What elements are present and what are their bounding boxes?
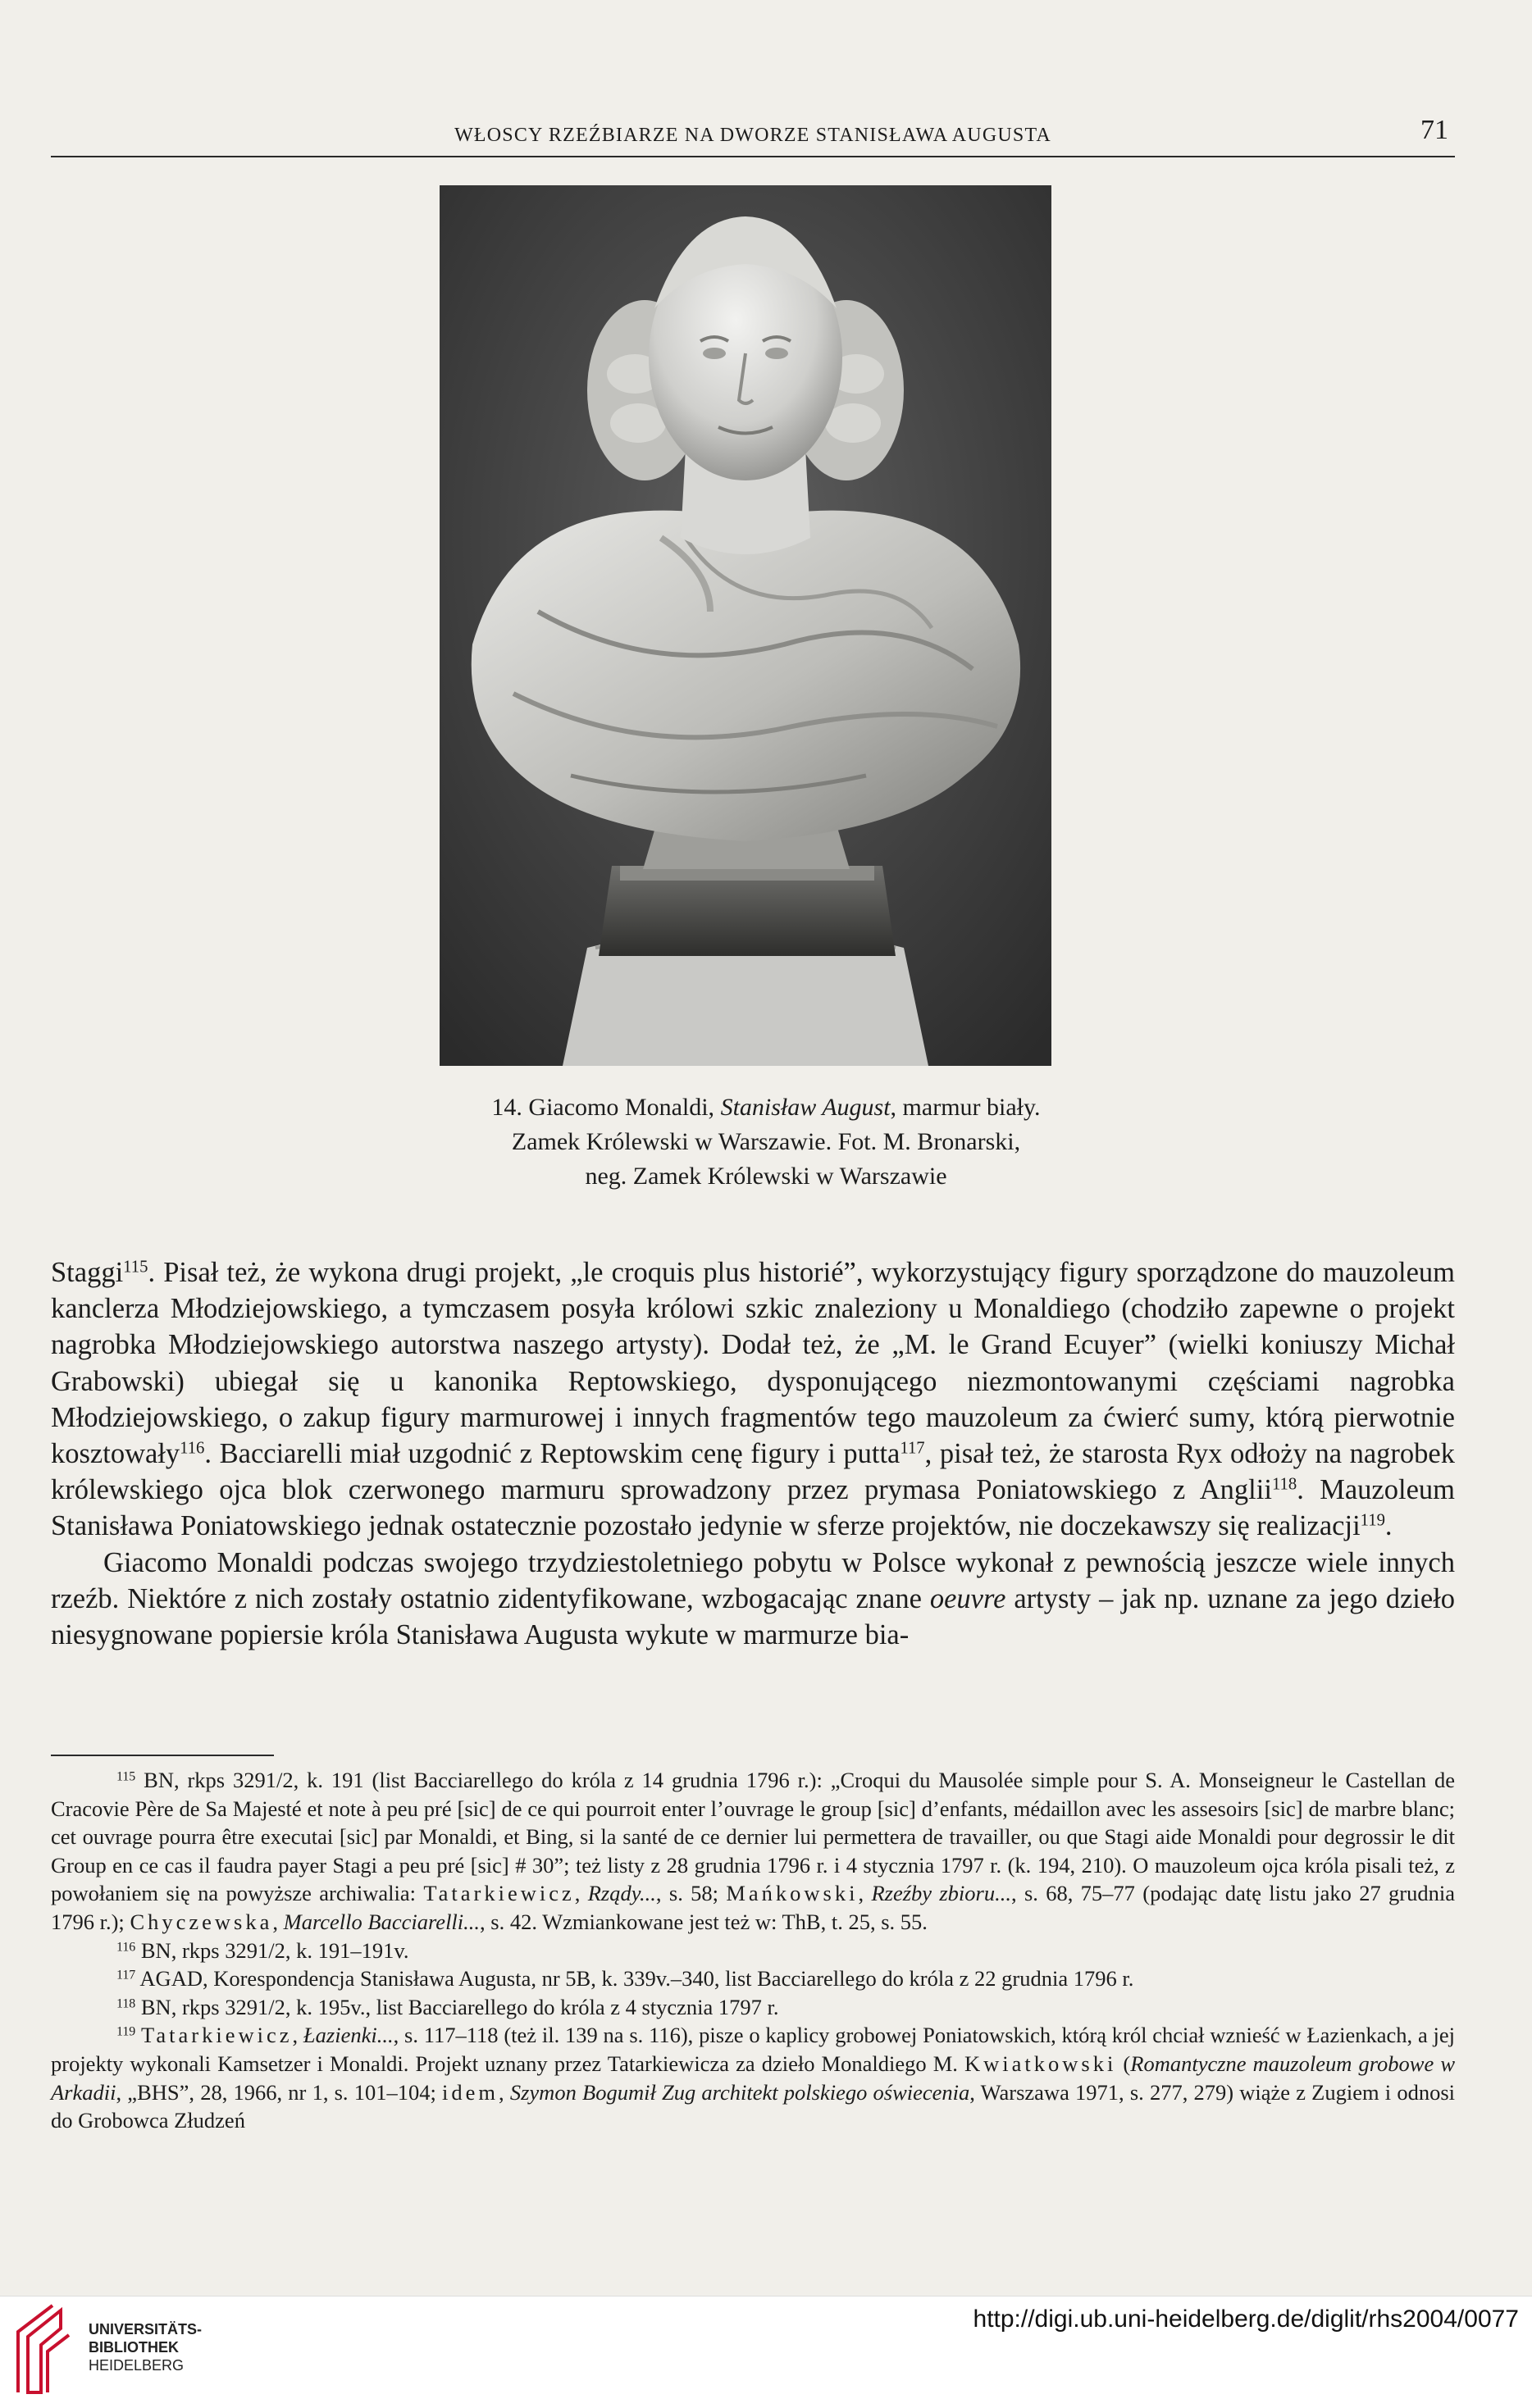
footnote-ref-119[interactable]: 119 bbox=[1360, 1512, 1385, 1531]
footnote-author: Tatarkiewicz bbox=[423, 1881, 575, 1906]
text-run-italic: oeuvre bbox=[929, 1582, 1006, 1614]
library-name-line: UNIVERSITÄTS- bbox=[89, 2321, 203, 2337]
footnote-text: , bbox=[272, 1909, 284, 1934]
footnote-ref-115[interactable]: 115 bbox=[123, 1258, 148, 1277]
footnote-text: BN, rkps 3291/2, k. 191–191v. bbox=[140, 1937, 409, 1963]
caption-line-2: Zamek Królewski w Warszawie. Fot. M. Bronarski, bbox=[511, 1128, 1021, 1155]
paragraph-1 bbox=[51, 1254, 1455, 1545]
footnote-title: Łazienki... bbox=[303, 2023, 394, 2048]
page-number: 71 bbox=[1420, 115, 1448, 145]
footnote-title: Rzeźby zbioru... bbox=[871, 1881, 1011, 1906]
footnote-number: 115 bbox=[116, 1769, 136, 1784]
footnote-separator bbox=[51, 1755, 274, 1756]
footnote-119 bbox=[51, 2021, 1455, 2134]
footnote-116 bbox=[51, 1937, 1455, 1965]
source-url-link[interactable]: http://digi.ub.uni-heidelberg.de/diglit/rhs2004/0077 bbox=[973, 2306, 1519, 2333]
footnote-ref-116[interactable]: 116 bbox=[180, 1439, 205, 1458]
text-run: artysty – jak np. uznane za jego dzieło niesygnowane popiersie króla Stanisława Augusta wykute w marmurze bia- bbox=[51, 1582, 1455, 1651]
footnote-text: , bbox=[858, 1881, 872, 1906]
footnote-author: Tatarkiewicz bbox=[141, 2023, 293, 2048]
caption-line-1 bbox=[344, 1090, 1188, 1125]
bust-photograph bbox=[440, 185, 1051, 1066]
footnote-text: , Warszawa 1971, s. 277, 279) wiąże z Zugiem i odnosi do Grobowca Złudzeń bbox=[51, 2079, 1456, 2133]
footnote-author: Chyczewska bbox=[130, 1909, 273, 1934]
text-run: Staggi bbox=[51, 1257, 124, 1288]
footnote-text: , „BHS”, 28, 1966, nr 1, s. 101–104; bbox=[116, 2079, 443, 2105]
text-run: . Pisał też, że wykona drugi projekt, „le croquis plus historié”, wykorzystujący figury sporządzone do mauzoleum kanclerza Młodziejowskiego, a tymczasem posyła królowi szkic znaleziony u Monaldiego (chodziło zapewne o projekt nagrobka Młodziejowskiego autorstwa naszego artysty). Dodał też, że „M. le Grand Ecuyer” (wielki koniuszy Michał Grabowski) ubiegał się u kanonika Reptowskiego, dysponującego niezmontowanymi częściami nagrobka Młodziejowskiego, o zakup figury marmurowej i innych fragmentów tego mauzoleum za ćwierć sumy, którą pierwotnie kosztowały bbox=[51, 1257, 1455, 1470]
footnote-text: , s. 117–118 (też il. 139 na s. 116), pisze o kaplicy grobowej Poniatowskich, którą król chciał wznieść w Łazienkach, a jej projekty wykonali Kamsetzer i Monaldi. Projekt uznany przez Tatarkiewicza za dzieło Monaldiego M. bbox=[51, 2023, 1455, 2076]
footnote-text: , s. 42. Wzmiankowane jest też w: ThB, t. 25, s. 55. bbox=[480, 1909, 928, 1934]
footnote-117 bbox=[51, 1964, 1455, 1993]
footnote-author: Mańkowski bbox=[726, 1881, 859, 1906]
library-logo-icon bbox=[11, 2304, 77, 2394]
footnote-text: , s. 68, 75–77 (podając datę listu jako 27 grudnia 1796 r.); bbox=[51, 1881, 1456, 1934]
footnote-text: , bbox=[292, 2023, 303, 2048]
footnote-text: ( bbox=[1116, 2051, 1131, 2076]
caption-line-3: neg. Zamek Królewski w Warszawie bbox=[585, 1163, 947, 1190]
paragraph-2 bbox=[51, 1545, 1455, 1654]
footnote-number: 117 bbox=[116, 1968, 136, 1982]
footnote-text: BN, rkps 3291/2, k. 195v., list Bacciarellego do króla z 4 stycznia 1797 r. bbox=[140, 1994, 779, 2019]
page-header bbox=[51, 115, 1455, 157]
footnote-author: Kwiatkowski bbox=[964, 2051, 1117, 2076]
footnote-title: Szymon Bogumił Zug architekt polskiego oświecenia bbox=[509, 2079, 970, 2105]
library-name-line: HEIDELBERG bbox=[89, 2357, 185, 2374]
footnote-ref-118[interactable]: 118 bbox=[1271, 1475, 1297, 1494]
footnote-text: , s. 58; bbox=[655, 1881, 727, 1906]
text-run: Giacomo Monaldi podczas swojego trzydziestoletniego pobytu w Polsce wykonał z pewnością jeszcze wiele innych rzeźb. Niektóre z nich zostały ostatnio zidentyfikowane, wzbogacając znane bbox=[51, 1546, 1455, 1614]
caption-title: Stanisław August bbox=[720, 1094, 891, 1121]
footnote-ref-117[interactable]: 117 bbox=[900, 1439, 925, 1458]
footnote-number: 119 bbox=[116, 2024, 136, 2039]
footnote-title: Marcello Bacciarelli... bbox=[283, 1909, 481, 1934]
text-run: . Bacciarelli miał uzgodnić z Reptowskim cenę figury i putta bbox=[204, 1438, 901, 1470]
footnote-author: idem bbox=[442, 2079, 499, 2105]
library-name-line: BIBLIOTHEK bbox=[89, 2339, 179, 2356]
footnote-title: Rządy... bbox=[587, 1881, 656, 1906]
footnote-115 bbox=[51, 1766, 1455, 1937]
footnote-title: Romantyczne mauzoleum grobowe w Arkadii bbox=[51, 2051, 1456, 2105]
figure-caption bbox=[344, 1090, 1188, 1194]
caption-prefix: 14. Giacomo Monaldi, bbox=[491, 1094, 721, 1121]
footnote-number: 116 bbox=[116, 1939, 136, 1954]
footnote-text: , bbox=[574, 1881, 588, 1906]
body-text bbox=[51, 1254, 1455, 1653]
footnote-text: , bbox=[499, 2079, 510, 2105]
footnote-text: BN, rkps 3291/2, k. 191 (list Bacciarellego do króla z 14 grudnia 1796 r.): „Croqui du Mausolée simple pour S. A. Monseigneur le Castellan de Cracovie Père de Sa Majesté et note à peu pré [sic] de ce qui pourroit enter l’ouvrage le group [sic] d’enfants, médaillon avec les assesoirs [sic] de marbre blanc; cet ouvrage pourra être executai [sic] par Monaldi, et Bing, si la santé de ce dernier lui permettera de travailler, ou que Stagi aide Monaldi pour degrossir le dit Group en ce cas il faudra payer Stagi a peu pré [sic] # 30”; też listy z 28 grudnia 1796 r. i 4 stycznia 1797 r. (k. 194, 210). O mauzoleum ojca króla pisali też, z powołaniem się na powyższe archiwalia: bbox=[51, 1768, 1455, 1906]
text-run: . bbox=[1384, 1510, 1393, 1542]
text-run: , pisał też, że starosta Ryx odłoży na nagrobek królewskiego ojca blok czerwonego marmuru sprowadzony przez prymasa Poniatowskiego z Anglii bbox=[51, 1438, 1455, 1506]
footnotes bbox=[51, 1766, 1455, 2135]
library-name bbox=[89, 2320, 202, 2374]
footnote-118 bbox=[51, 1993, 1455, 2022]
footnote-number: 118 bbox=[116, 1996, 136, 2011]
footnote-text: AGAD, Korespondencja Stanisława Augusta, nr 5B, k. 339v.–340, list Bacciarellego do króla z 22 grudnia 1796 r. bbox=[139, 1966, 1134, 1991]
caption-suffix: , marmur biały. bbox=[890, 1094, 1041, 1121]
text-run: . Mauzoleum Stanisława Poniatowskiego jednak ostatecznie pozostało jedynie w sferze projektów, nie doczekawszy się realizacji bbox=[51, 1474, 1455, 1542]
running-title: WŁOSCY RZEŹBIARZE NA DWORZE STANISŁAWA AUGUSTA bbox=[454, 125, 1051, 146]
